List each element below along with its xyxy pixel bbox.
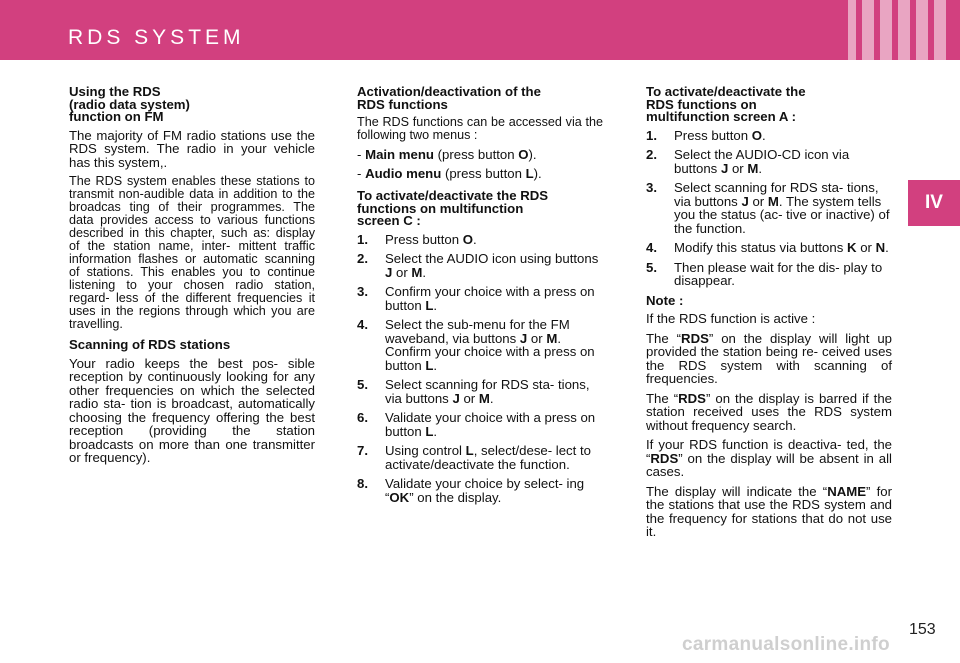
note-text: The display will indicate the “ (646, 483, 828, 499)
key-label: M (747, 160, 759, 176)
heading-line: To activate/deactivate the RDS (357, 188, 549, 203)
step-item (357, 285, 603, 312)
step-text: . (422, 264, 427, 280)
key-label: M (767, 193, 779, 209)
step-item (357, 411, 603, 438)
paragraph: The RDS functions can be accessed via the following two menus : (357, 115, 603, 142)
note-text: The “ (646, 330, 682, 346)
step-text: . The system tells you the status (ac- tive or inactive) of the function. (674, 193, 890, 236)
menu-text: (press button (444, 165, 522, 181)
key-label: J (385, 264, 393, 280)
paragraph (646, 438, 892, 479)
heading-line: To activate/deactivate the (646, 84, 806, 99)
page-title: RDS SYSTEM (68, 26, 245, 49)
key-label: O (518, 147, 529, 162)
step-text: or (752, 193, 765, 209)
step-item (357, 444, 603, 471)
step-number: 3. (646, 180, 657, 195)
step-text: . (472, 231, 477, 247)
paragraph (646, 332, 892, 386)
paragraph: If the RDS function is active : (646, 311, 816, 326)
heading-line: (radio data system) (69, 96, 190, 112)
step-text: . (489, 390, 494, 406)
heading-screen-a (646, 86, 892, 124)
dash: - (357, 147, 362, 162)
step-number: 1. (357, 231, 368, 247)
step-text: , select/dese- lect to activate/deactivate the function. (385, 443, 591, 472)
step-text: Select scanning for RDS sta- tions, via buttons (674, 180, 879, 209)
heading-line: screen C : (357, 213, 421, 228)
note-text: The “ (646, 390, 679, 406)
step-text: Select scanning for RDS sta- tions, via buttons (385, 377, 590, 406)
step-text: . (885, 240, 889, 255)
key-label: RDS (650, 450, 679, 466)
column-1 (69, 86, 315, 471)
page-number: 153 (909, 621, 936, 638)
step-text: ” on the display. (409, 489, 502, 505)
paragraph: The RDS system enables these stations to transmit non-audible data in addition to the broadcas ting of their programmes. The data provides access to various functions described in this chapter, such as: display of the station name, inter- mittent traffic information flashes or automatic scanning of stations. This enables you to continue listening to your chosen radio station, regard- less of the different frequencies it uses in the regions through which you are travelling. (69, 174, 315, 331)
column-3 (646, 86, 892, 545)
note-heading: Note : (646, 292, 684, 308)
step-item (646, 129, 892, 143)
header-stripe (880, 0, 892, 60)
paragraph (646, 485, 892, 539)
heading-line: Activation/deactivation of the (357, 84, 541, 99)
step-number: 2. (357, 251, 368, 266)
step-number: 5. (357, 377, 368, 392)
heading-line: RDS functions (357, 96, 448, 112)
header-stripe (862, 0, 874, 60)
key-label: N (875, 240, 886, 255)
menu-text: (press button (437, 147, 515, 162)
key-label: OK (389, 489, 410, 505)
step-text: Press button (385, 231, 460, 247)
header-stripe (916, 0, 928, 60)
step-text: or (860, 240, 872, 255)
note-text: ” for the stations that use the RDS system and the frequency for stations that do not use it. (646, 483, 892, 539)
step-text: Modify this status via buttons (674, 240, 844, 255)
step-text: Select the AUDIO-CD icon via buttons (674, 147, 850, 176)
key-label: M (478, 390, 490, 406)
key-label: RDS (678, 390, 706, 406)
heading-using-rds (69, 86, 315, 124)
heading-line: multifunction screen A : (646, 109, 796, 124)
step-text: Then please wait for the dis- play to disappear. (674, 259, 883, 288)
step-number: 5. (646, 259, 657, 275)
step-number: 4. (646, 240, 657, 255)
step-item (646, 148, 892, 175)
header-stripe (848, 0, 856, 60)
step-text: Validate your choice with a press on button (385, 410, 596, 439)
menu-end: ). (533, 165, 542, 181)
key-label: O (462, 231, 473, 247)
paragraph: The majority of FM radio stations use the RDS system. The radio in your vehicle has this system,. (69, 127, 315, 170)
step-text: or (396, 264, 408, 280)
step-text: Validate your choice by select- ing “ (385, 476, 585, 505)
step-number: 8. (357, 476, 368, 491)
step-text: or (731, 160, 744, 176)
step-number: 1. (646, 127, 657, 143)
heading-line: RDS functions on (646, 96, 757, 112)
step-text: Press button (674, 127, 749, 143)
step-text: or (530, 330, 543, 346)
paragraph (646, 392, 892, 433)
key-label: L (525, 165, 534, 181)
step-item (357, 477, 603, 504)
key-label: NAME (827, 483, 867, 499)
heading-activation (357, 86, 603, 111)
step-text: or (463, 390, 476, 406)
key-label: L (425, 357, 434, 373)
step-number: 4. (357, 317, 368, 332)
key-label: J (720, 160, 729, 176)
key-label: L (465, 443, 474, 458)
watermark: carmanualsonline.info (682, 634, 890, 655)
heading-line: function on FM (69, 109, 164, 124)
menu-item-audio (357, 167, 603, 181)
step-item (646, 241, 892, 255)
step-item (357, 378, 603, 405)
step-number: 3. (357, 284, 368, 299)
step-text: Select the AUDIO icon using buttons (385, 251, 599, 266)
step-item (357, 252, 603, 279)
heading-screen-c (357, 190, 603, 228)
key-label: K (847, 240, 857, 255)
menu-item-main (357, 148, 603, 162)
menu-name: Audio menu (365, 165, 442, 181)
key-label: RDS (681, 330, 709, 346)
step-text: Select the sub-menu for the FM waveband, via buttons (385, 317, 570, 346)
page-header (0, 0, 960, 60)
heading-scanning: Scanning of RDS stations (69, 337, 231, 352)
key-label: L (425, 423, 434, 439)
header-stripe (898, 0, 910, 60)
step-number: 6. (357, 410, 368, 425)
step-text: . (433, 357, 438, 373)
step-text: Confirm your choice with a press on button (385, 284, 595, 313)
step-item (646, 261, 892, 288)
step-text: . Confirm your choice with a press on button (385, 330, 595, 373)
step-number: 7. (357, 443, 368, 458)
note-text: ” on the display will be absent in all cases. (646, 450, 892, 479)
key-label: L (425, 297, 434, 313)
step-item (357, 318, 603, 372)
menu-name: Main menu (365, 147, 434, 162)
key-label: J (741, 193, 749, 209)
note-text: ” on the display will light up provided the station being re- ceived uses the RDS system with scanning of frequencies. (646, 330, 893, 386)
steps-list-screen-c (357, 233, 603, 505)
note-text: ” on the display is barred if the station received uses the RDS system without frequency search. (646, 390, 892, 433)
step-text: . (433, 297, 438, 313)
key-label: M (411, 264, 423, 280)
steps-list-screen-a (646, 129, 892, 288)
header-stripes (842, 0, 946, 60)
step-item (357, 233, 603, 247)
step-text: . (758, 160, 763, 176)
header-stripe (934, 0, 946, 60)
step-text: . (761, 127, 766, 143)
chapter-tab: IV (908, 180, 960, 226)
key-label: O (751, 127, 762, 143)
key-label: J (519, 330, 528, 346)
note-text: If your RDS function is deactiva- ted, the “ (646, 437, 892, 466)
step-number: 2. (646, 147, 657, 162)
key-label: J (452, 390, 460, 406)
heading-line: functions on multifunction (357, 200, 524, 216)
menu-end: ). (528, 147, 537, 162)
step-item (646, 181, 892, 235)
heading-line: Using the RDS (69, 84, 161, 99)
dash: - (357, 165, 362, 181)
paragraph: Your radio keeps the best pos- sible reception by continuously looking for any other frequencies on which the selected radio sta- tion is broadcast, automatically choosing the frequency offering the best reception (providing the station broadcasts on more than one transmitter or frequency). (69, 355, 315, 465)
column-2 (357, 86, 603, 510)
step-text: Using control (385, 443, 462, 458)
step-text: . (433, 423, 438, 439)
key-label: M (546, 330, 558, 346)
